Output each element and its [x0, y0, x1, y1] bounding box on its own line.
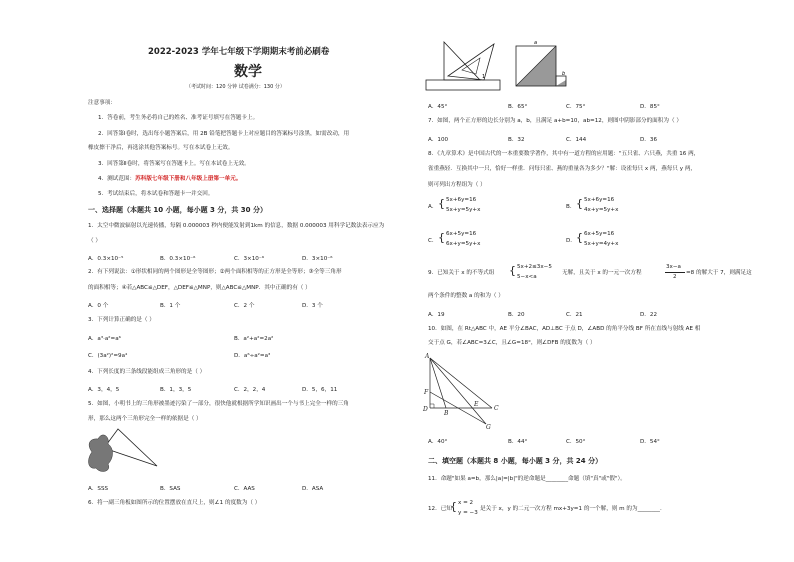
exam-info: （考试时间：120 分钟 试卷满分：130 分）	[186, 84, 285, 90]
point-f-label: F	[424, 389, 429, 396]
q3-option-a: A．a³·a²=a⁶	[88, 336, 121, 342]
q10-option-c: C．50°	[566, 439, 586, 445]
q9-option-a: A．19	[428, 312, 445, 318]
subject-title: 数学	[234, 64, 262, 80]
q9-text-mid: 无解，且关于 x 的一元一次方程	[562, 270, 642, 276]
q5-text-1: 5．如图，小明书上的三角形被墨迹污染了一部分，很快他就根据所学知识画出一个与书上完全一样的三角	[88, 401, 349, 407]
exam-title: 2022-2023 学年七年级下学期期末考前必刷卷	[148, 47, 330, 57]
q1-option-c: C．3×10⁻⁶	[234, 256, 265, 262]
q7-option-c: C．144	[566, 137, 587, 143]
q3-option-b: B．a²+a²=2a²	[234, 336, 274, 342]
q5-option-a: A．SSS	[88, 486, 109, 492]
q8-option-c-eq2: 6x+y=5y+x	[446, 241, 481, 247]
point-d-label: D	[423, 406, 428, 413]
q9-text-pre: 9．已知关于 x 的不等式组	[428, 270, 495, 276]
q8-option-a-eq2: 5x+y=5y+x	[446, 207, 481, 213]
q6-option-d: D．85°	[640, 104, 660, 110]
right-triangle-angle-bisector-figure	[422, 350, 506, 430]
q9-ineq-2: 5−x<a	[517, 274, 537, 280]
q8-option-a-eq1: 5x+6y=16	[446, 197, 477, 203]
q7-option-d: D．36	[640, 137, 658, 143]
q6-text: 6．将一副三角板如图所示的位置摆放在直尺上，则∠1 的度数为（ ）	[88, 500, 261, 506]
point-e-label: E	[474, 401, 479, 408]
q1-text: 1．太空中微波辐射以光速传播，每隔 0.000003 秒内便能发射到1km 的信息，数据 0.000003 用科学记数法表示应为	[88, 223, 385, 229]
ink-stained-triangle-figure	[84, 426, 174, 474]
q9-text-2: 两个条件的整数 a 的和为（ ）	[428, 293, 504, 299]
q9-frac-num: 3x−a	[666, 264, 681, 270]
q12-eq-1: x = 2	[458, 500, 474, 506]
notice-item-2: 2．回答第Ⅰ卷时，选出每小题答案后，用 2B 铅笔把答题卡上对应题目的答案标号涂黑，如需改动，用	[98, 131, 350, 137]
section2-title: 二、填空题（本题共 8 小题，每小题 3 分，共 24 分）	[428, 457, 603, 465]
q9-frac-bar	[665, 272, 685, 273]
right-angle-mark	[430, 404, 434, 408]
q2-text-1: 2．有下列说法：①形状相同的两个图形是全等图形；②两个面积相等的正方形是全等形；③全等三角形	[88, 269, 342, 275]
q10-text-2: 交于点 G，若∠ABC=3∠C，且∠G=18°，则∠DFB 的度数为（ ）	[428, 340, 596, 346]
q7-text: 7．如图，两个正方形的边长分别为 a，b，且满足 a+b=10，ab=12，则图中阴影部分的面积为（ ）	[428, 118, 682, 124]
q6-option-c: C．75°	[566, 104, 586, 110]
ruler	[426, 80, 500, 90]
q12-text-pre: 12．已知	[428, 506, 452, 512]
q3-text: 3．下列计算正确的是（ ）	[88, 317, 155, 323]
notice-item-4: 4．测试范围：苏科版七年级下册和八年级上册第一单元。	[98, 176, 242, 182]
q6-option-a: A．45°	[428, 104, 448, 110]
q9-option-d: D．22	[640, 312, 658, 318]
point-c-label: C	[494, 405, 499, 412]
q10-text-1: 10．如图，在 Rt△ABC 中，AE 平分∠BAC，AD⊥BC 于点 D，∠ABD 的角平分线 BF 所在直线与射线 AE 相	[428, 326, 701, 332]
q12-text-post: 是关于 x，y 的二元一次方程 mx+3y=1 的一个解，则 m 的为________.	[480, 506, 662, 512]
q11-text: 11．命题"如果 a=b，那么|a|=|b|"的逆命题是________命题（填"真"或"假"）。	[428, 476, 626, 482]
q9-frac-den: 2	[673, 274, 677, 280]
q8-option-a-label: A．	[428, 204, 438, 210]
q2-option-d: D．3 个	[302, 303, 323, 309]
q5-option-d: D．ASA	[302, 486, 324, 492]
point-b-label: B	[444, 410, 449, 417]
q2-option-b: B．1 个	[160, 303, 181, 309]
side-label-b: b	[562, 71, 566, 77]
q5-text-2: 形，那么这两个三角形完全一样的依据是（ ）	[88, 416, 202, 422]
segment-ab	[430, 358, 446, 408]
q10-option-b: B．44°	[508, 439, 528, 445]
q4-text: 4．下列长度的三条线段能组成三角形的是（ ）	[88, 369, 206, 375]
q9-option-c: C．21	[566, 312, 583, 318]
q8-text-3: 则可列出方程组为（ ）	[428, 182, 486, 188]
q8-option-b-label: B．	[566, 204, 576, 210]
section1-title: 一、选择题（本题共 10 小题，每小题 3 分，共 30 分）	[88, 206, 267, 214]
set-square-2	[448, 44, 494, 80]
q9-option-b: B．20	[508, 312, 525, 318]
q10-option-a: A．40°	[428, 439, 448, 445]
q7-option-a: A．100	[428, 137, 449, 143]
q4-option-c: C．2，2，4	[234, 387, 266, 393]
q8-option-c-eq1: 6x+5y=16	[446, 231, 477, 237]
set-squares-on-ruler-figure	[424, 40, 506, 92]
notice-item-2-cont: 橡皮擦干净后，再选涂其他答案标号。写在本试卷上无效。	[88, 145, 234, 151]
side-label-a: a	[534, 40, 538, 46]
q9-ineq-1: 5x+2≤3x−5	[517, 264, 552, 270]
q4-option-a: A．3，4，5	[88, 387, 120, 393]
triangle-outline	[104, 429, 157, 466]
q8-text-1: 8．《九章算术》是中国古代的一本重要数学著作，其中有一道方程的应用题："五只雀、六只燕，共重 16 两，	[428, 151, 700, 157]
q8-option-c-label: C．	[428, 238, 438, 244]
q1-paren: （ ）	[88, 238, 101, 244]
notice-item-3: 3．回答第Ⅱ卷时，将答案写在答题卡上。写在本试卷上无效。	[98, 161, 250, 167]
q4-option-d: D．5，6，11	[302, 387, 338, 393]
q1-option-d: D．3×10⁻⁶	[302, 256, 333, 262]
q8-option-b-eq2: 4x+y=5y+x	[584, 207, 619, 213]
q8-option-d-eq2: 5x+y=4y+x	[584, 241, 619, 247]
q2-text-2: 的面积相等；④若△ABC≌△DEF，△DEF≌△MNP，则△ABC≌△MNP．其中正确的有（ ）	[88, 285, 311, 291]
q7-option-b: B．32	[508, 137, 525, 143]
two-squares-figure	[512, 40, 574, 92]
set-square-1	[444, 42, 480, 80]
q4-option-b: B．1，3，5	[160, 387, 192, 393]
point-g-label: G	[486, 424, 491, 430]
q8-text-2: 雀重燕轻．互换其中一只，恰好一样重．问每只雀、燕的重量各为多少？"解：设雀每只 x 两，燕每只 y 两，	[428, 166, 697, 172]
q8-option-d-eq1: 6x+5y=16	[584, 231, 615, 237]
point-a-label: A	[425, 353, 430, 360]
q3-option-c: C．(3a²)²=9a⁴	[88, 353, 128, 359]
angle-1-label: 1	[482, 74, 486, 80]
ink-blot	[89, 435, 113, 472]
q12-eq-2: y = −3	[458, 510, 478, 516]
q9-text-post: =8 的解大于 7，则满足这	[686, 270, 752, 276]
q1-option-b: B．0.3×10⁻⁶	[160, 256, 196, 262]
q6-option-b: B．65°	[508, 104, 528, 110]
segment-ac	[430, 358, 492, 408]
q2-option-c: C．2 个	[234, 303, 255, 309]
q5-option-c: C．AAS	[234, 486, 255, 492]
test-scope: 苏科版七年级下册和八年级上册第一单元。	[135, 176, 242, 182]
q1-option-a: A．0.3×10⁻⁵	[88, 256, 124, 262]
notice-item-5: 5．考试结束后，将本试卷和答题卡一并交回。	[98, 191, 214, 197]
q3-option-d: D．a⁶÷a²=a³	[234, 353, 271, 359]
q8-option-b-eq1: 5x+6y=16	[584, 197, 615, 203]
q5-option-b: B．SAS	[160, 486, 181, 492]
notice-item-1: 1．答卷前，考生务必将自己的姓名、准考证号填写在答题卡上。	[98, 115, 259, 121]
segment-ag	[430, 358, 486, 424]
notice-heading: 注意事项：	[88, 100, 116, 106]
q2-option-a: A．0 个	[88, 303, 109, 309]
q10-option-d: D．54°	[640, 439, 660, 445]
q8-option-d-label: D．	[566, 238, 576, 244]
